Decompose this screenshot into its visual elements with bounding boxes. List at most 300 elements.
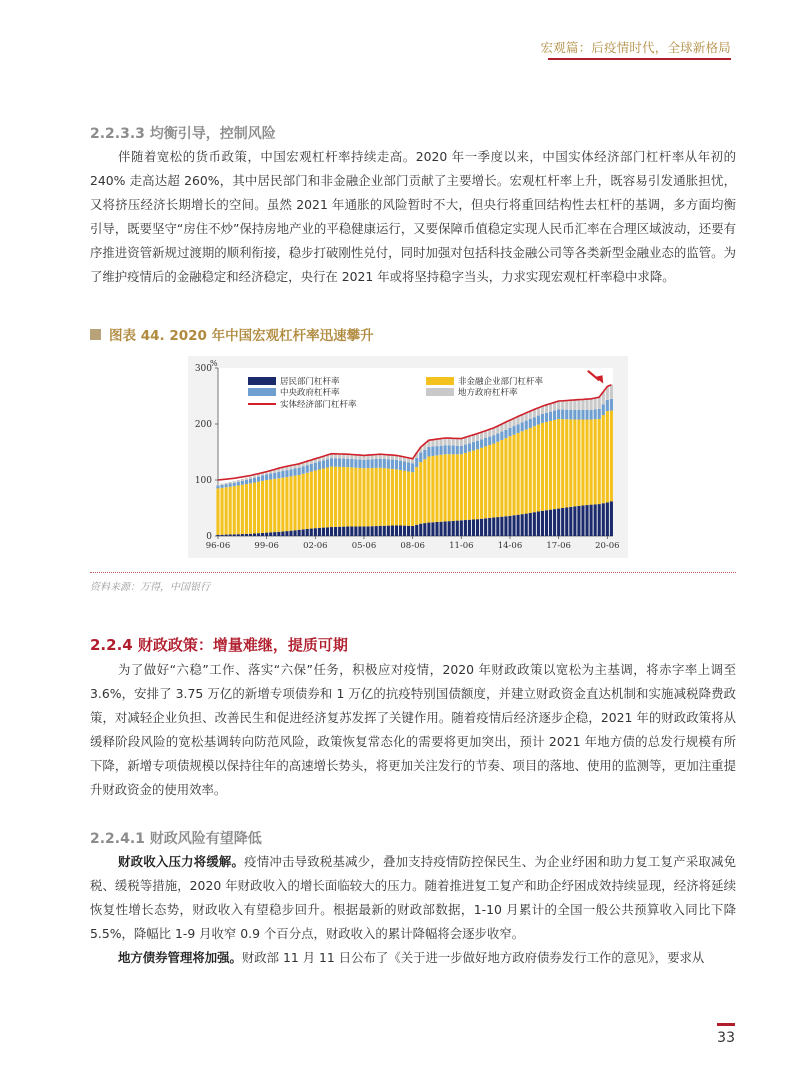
bar-corporate [379, 468, 382, 526]
bar-corporate [245, 484, 248, 534]
legend-swatch [248, 377, 276, 385]
bar-corporate [249, 483, 252, 533]
bar-central-gov [265, 474, 268, 480]
bar-corporate [269, 479, 272, 532]
bar-household [289, 531, 292, 536]
chart-svg [188, 356, 628, 558]
x-tick-label: 05-06 [351, 541, 377, 551]
bar-household [488, 518, 491, 536]
bar-corporate [468, 452, 471, 520]
bar-central-gov [387, 459, 390, 468]
bar-household [419, 524, 422, 536]
bar-corporate [306, 473, 309, 529]
bar-corporate [342, 467, 345, 527]
bar-corporate [594, 419, 597, 504]
bar-central-gov [273, 473, 276, 479]
bar-household [338, 527, 341, 536]
bar-local-gov [216, 484, 219, 485]
page-number-rule [717, 1023, 735, 1026]
bar-central-gov [358, 460, 361, 468]
bar-central-gov [269, 474, 272, 480]
y-tick-label: 300 [194, 364, 212, 374]
bar-central-gov [330, 458, 333, 466]
bar-household [220, 535, 223, 536]
bar-central-gov [504, 430, 507, 438]
bar-central-gov [233, 483, 236, 486]
paragraph-2241 [90, 850, 736, 970]
bar-local-gov [431, 440, 434, 447]
bar-household [606, 502, 609, 536]
bar-household [411, 526, 414, 536]
bar-central-gov [533, 417, 536, 426]
bar-central-gov [585, 410, 588, 420]
bar-central-gov [606, 400, 609, 411]
x-tick-label: 08-06 [400, 541, 425, 551]
legend-label: 中央政府杠杆率 [280, 388, 340, 398]
bar-central-gov [411, 463, 414, 472]
bar-central-gov [452, 446, 455, 455]
bar-local-gov [220, 484, 223, 485]
bar-corporate [289, 476, 292, 530]
bar-local-gov [581, 399, 584, 410]
bar-household [233, 534, 236, 536]
bar-local-gov [545, 405, 548, 413]
figure-source: 资料来源：万得，中国银行 [90, 582, 210, 593]
bar-central-gov [318, 462, 321, 470]
bar-local-gov [225, 483, 228, 484]
bar-corporate [533, 426, 536, 512]
bar-local-gov [452, 438, 455, 445]
bar-household [427, 523, 430, 536]
bar-household [496, 517, 499, 536]
bar-corporate [456, 454, 459, 520]
bar-central-gov [541, 414, 544, 423]
bar-central-gov [472, 442, 475, 450]
bar-corporate [241, 485, 244, 534]
bar-household [512, 515, 515, 536]
bar-corporate [598, 419, 601, 504]
bar-central-gov [342, 459, 345, 467]
bar-local-gov [448, 438, 451, 445]
bar-corporate [606, 411, 609, 502]
bar-central-gov [257, 477, 260, 482]
bar-central-gov [310, 464, 313, 472]
legend-label: 实体经济部门杠杆率 [280, 400, 357, 410]
bar-corporate [395, 469, 398, 525]
bar-corporate [375, 468, 378, 526]
bar-central-gov [602, 404, 605, 415]
bar-corporate [537, 425, 540, 512]
bar-household [314, 528, 317, 536]
bar-central-gov [594, 409, 597, 419]
bar-household [395, 525, 398, 536]
bar-household [273, 532, 276, 536]
bar-local-gov [590, 399, 593, 410]
bar-central-gov [492, 435, 495, 443]
bar-household [573, 506, 576, 536]
bar-household [366, 526, 369, 536]
paragraph-224 [90, 658, 736, 802]
bar-corporate [261, 481, 264, 533]
bar-household [318, 528, 321, 536]
bar-local-gov [573, 400, 576, 410]
bar-corporate [293, 476, 296, 531]
bar-corporate [358, 468, 361, 527]
bar-household [537, 512, 540, 537]
bar-household [508, 516, 511, 536]
subsection-title-2233: 2.2.3.3 均衡引导，控制风险 [90, 126, 276, 142]
bar-corporate [330, 467, 333, 527]
bar-central-gov [468, 443, 471, 451]
bar-household [431, 522, 434, 536]
bar-household [350, 526, 353, 536]
bar-central-gov [220, 485, 223, 488]
bar-corporate [484, 446, 487, 518]
bar-central-gov [431, 447, 434, 456]
bar-corporate [387, 469, 390, 526]
bar-central-gov [322, 460, 325, 468]
bar-household [391, 526, 394, 537]
bar-household [541, 511, 544, 536]
bar-central-gov [423, 450, 426, 460]
paragraph-text: 伴随着宽松的货币政策，中国宏观杠杆率持续走高。2020 年一季度以来，中国实体经济部门杠杆率从年初的 240% 走高达超 260%，其中居民部门和非金融企业部门贡献了主要增长。宏观杠杆率上升，既容易引发通胀担忧，又将挤压经济长期增长的空间。虽然 2021 年通胀的风险暂时不大，但央行将重回结构性去杠杆的基调，多方面均衡引导，既要坚守“房住不炒”保持房地产业的平稳健康运行，又要保障币值稳定实现人民币汇率在合理区域波动，还要有序推进资管新规过渡期的顺利衔接，稳步打破刚性兑付，同时加强对包括科技金融公司等各类新型金融业态的监管。为了维护疫情后的金融稳定和经济稳定，央行在 2021 年或将坚持稳字当头，力求实现宏观杠杆率稳中求降。 [90, 149, 736, 284]
bar-corporate [448, 454, 451, 521]
bar-corporate [488, 445, 491, 518]
bar-household [452, 521, 455, 536]
bar-household [598, 504, 601, 536]
bar-corporate [444, 454, 447, 521]
bar-corporate [334, 467, 337, 527]
bar-local-gov [569, 400, 572, 410]
bar-central-gov [362, 460, 365, 468]
bar-household [342, 527, 345, 536]
bar-local-gov [561, 401, 564, 410]
bar-corporate [318, 470, 321, 528]
bar-corporate [504, 438, 507, 516]
bar-central-gov [427, 447, 430, 457]
bar-central-gov [512, 426, 515, 435]
bar-household [565, 507, 568, 536]
bar-central-gov [346, 459, 349, 467]
bar-household [500, 517, 503, 536]
bar-central-gov [521, 422, 524, 431]
bar-local-gov [237, 480, 240, 482]
bar-household [492, 518, 495, 536]
bar-corporate [253, 483, 256, 534]
bar-central-gov [229, 484, 232, 487]
bar-central-gov [298, 468, 301, 475]
bar-central-gov [456, 446, 459, 455]
x-tick-label: 17-06 [546, 541, 571, 551]
section-title-224: 2.2.4 财政政策：增量难继，提质可期 [90, 636, 348, 654]
bar-corporate [326, 468, 329, 528]
y-tick-label: 200 [194, 420, 212, 430]
bar-corporate [561, 419, 564, 508]
bar-corporate [464, 453, 467, 520]
bar-household [439, 522, 442, 536]
bar-central-gov [383, 459, 386, 468]
bar-corporate [411, 472, 414, 526]
bar-central-gov [569, 410, 572, 420]
bar-local-gov [241, 479, 244, 481]
bar-corporate [383, 468, 386, 526]
bar-household [241, 534, 244, 536]
bar-household [468, 520, 471, 536]
bar-central-gov [500, 432, 503, 440]
bar-corporate [322, 469, 325, 528]
bar-local-gov [565, 400, 568, 409]
bar-central-gov [350, 459, 353, 467]
bar-household [399, 526, 402, 537]
bar-corporate [500, 440, 503, 517]
leverage-chart [188, 356, 628, 558]
bar-central-gov [293, 469, 296, 476]
bar-household [379, 526, 382, 536]
x-tick-label: 14-06 [497, 541, 523, 551]
legend-swatch [248, 388, 276, 396]
bar-household [281, 532, 284, 536]
bar-corporate [419, 462, 422, 524]
bar-central-gov [285, 470, 288, 477]
bar-central-gov [508, 428, 511, 436]
bar-local-gov [249, 477, 252, 479]
bar-central-gov [598, 409, 601, 419]
bar-household [225, 535, 228, 536]
bar-corporate [492, 444, 495, 518]
bar-corporate [354, 468, 357, 527]
bar-corporate [346, 467, 349, 526]
bar-central-gov [216, 486, 219, 489]
bar-corporate [557, 419, 560, 509]
bar-local-gov [553, 402, 556, 410]
bar-corporate [521, 431, 524, 514]
bar-household [423, 523, 426, 536]
bar-household [444, 521, 447, 536]
bar-household [569, 507, 572, 536]
bar-household [480, 519, 483, 536]
legend-label: 非金融企业部门杠杆率 [458, 377, 544, 387]
bar-central-gov [277, 472, 280, 478]
bar-local-gov [435, 439, 438, 446]
bar-household [354, 526, 357, 536]
bar-central-gov [306, 465, 309, 473]
bar-central-gov [581, 410, 584, 420]
bar-corporate [472, 450, 475, 519]
bar-corporate [585, 420, 588, 506]
bar-central-gov [525, 421, 528, 430]
bar-household [216, 535, 219, 536]
bar-local-gov [549, 404, 552, 412]
bar-household [253, 533, 256, 536]
bar-corporate [225, 487, 228, 534]
bar-local-gov [460, 439, 463, 446]
bar-corporate [529, 428, 532, 513]
bar-corporate [366, 468, 369, 526]
bar-local-gov [577, 400, 580, 410]
bar-central-gov [488, 437, 491, 445]
bar-central-gov [476, 441, 479, 449]
figure-title [90, 324, 374, 344]
bar-central-gov [529, 419, 532, 428]
bar-corporate [350, 467, 353, 526]
bar-corporate [314, 470, 317, 528]
bar-corporate [403, 471, 406, 526]
bar-household [529, 513, 532, 536]
bar-household [456, 521, 459, 536]
bar-household [460, 520, 463, 536]
bar-household [383, 526, 386, 536]
bar-household [602, 503, 605, 536]
bar-central-gov [395, 460, 398, 470]
bar-household [371, 526, 374, 536]
bar-corporate [496, 442, 499, 517]
bar-household [249, 534, 252, 536]
bar-household [306, 529, 309, 536]
bar-central-gov [435, 446, 438, 455]
legend-swatch [426, 388, 454, 396]
bar-central-gov [565, 410, 568, 420]
bar-household [557, 509, 560, 536]
bar-local-gov [439, 439, 442, 446]
bar-central-gov [225, 484, 228, 487]
bar-central-gov [366, 460, 369, 469]
bar-central-gov [590, 410, 593, 420]
bar-central-gov [245, 480, 248, 484]
bar-corporate [285, 477, 288, 531]
bar-corporate [610, 411, 613, 502]
bar-corporate [265, 480, 268, 533]
bar-central-gov [537, 416, 540, 425]
bar-household [577, 506, 580, 536]
bar-corporate [371, 468, 374, 526]
paragraph-body: 疫情冲击导致税基减少，叠加支持疫情防控保民生、为企业纾困和助力复工复产采取减免税、缓税等措施，2020 年财政收入的增长面临较大的压力。随着推进复工复产和助企纾困成效持续显现，经济将延续恢复性增长态势，财政收入有望稳步回升。根据最新的财政部数据，1-10 月累计的全国一般公共预算收入同比下降 5.5%，降幅比 1-9 月收窄 0.9 个百分点，财政收入的累计降幅将会逐步收窄。 [90, 854, 737, 941]
bar-household [448, 521, 451, 536]
legend-swatch [426, 377, 454, 385]
bar-corporate [399, 470, 402, 525]
bar-corporate [476, 449, 479, 519]
bar-corporate [602, 415, 605, 503]
bar-central-gov [517, 424, 520, 433]
bar-corporate [435, 455, 438, 522]
bar-local-gov [557, 401, 560, 409]
bar-corporate [573, 420, 576, 507]
bar-household [334, 527, 337, 536]
bar-central-gov [326, 459, 329, 467]
bar-household [561, 508, 564, 536]
bar-corporate [233, 486, 236, 534]
bar-household [407, 526, 410, 536]
bar-household [362, 526, 365, 536]
bar-central-gov [261, 476, 264, 481]
bar-household [545, 510, 548, 536]
bar-central-gov [249, 479, 252, 483]
bar-central-gov [314, 463, 317, 471]
bar-central-gov [553, 411, 556, 420]
bar-central-gov [545, 413, 548, 422]
page-number: 33 [717, 1030, 735, 1046]
bar-corporate [508, 436, 511, 516]
y-tick-label: 100 [194, 476, 212, 486]
bar-household [358, 526, 361, 536]
bar-household [549, 510, 552, 536]
bar-central-gov [577, 410, 580, 420]
bar-household [375, 526, 378, 536]
bar-corporate [338, 467, 341, 527]
bar-corporate [512, 435, 515, 516]
bar-central-gov [561, 410, 564, 420]
bar-central-gov [371, 459, 374, 468]
bar-central-gov [334, 458, 337, 466]
legend-label: 居民部门杠杆率 [280, 377, 340, 387]
bar-central-gov [379, 459, 382, 468]
bar-household [484, 518, 487, 536]
y-axis-label: % [210, 359, 218, 368]
bar-household [590, 505, 593, 536]
bar-corporate [480, 448, 483, 519]
bar-central-gov [415, 458, 418, 467]
bar-local-gov [585, 399, 588, 410]
bar-household [403, 526, 406, 536]
bar-corporate [565, 419, 568, 507]
bar-household [302, 529, 305, 536]
bar-central-gov [354, 459, 357, 467]
bold-lead: 财政收入压力将缓解。 [118, 854, 245, 869]
bar-household [610, 501, 613, 536]
y-tick-label: 0 [206, 532, 212, 542]
bar-household [346, 526, 349, 536]
bar-corporate [415, 467, 418, 525]
bar-corporate [590, 420, 593, 505]
bar-household [322, 528, 325, 536]
bar-corporate [452, 454, 455, 521]
bar-household [261, 533, 264, 536]
bar-household [310, 529, 313, 536]
bar-household [415, 525, 418, 536]
bar-central-gov [419, 453, 422, 463]
x-tick-label: 02-06 [303, 541, 328, 551]
bar-corporate [391, 469, 394, 526]
bar-household [525, 514, 528, 536]
bar-household [277, 532, 280, 536]
bar-central-gov [464, 445, 467, 453]
legend-label: 地方政府杠杆率 [458, 388, 518, 398]
bar-corporate [220, 488, 223, 535]
bar-local-gov [229, 482, 232, 484]
bar-corporate [581, 420, 584, 506]
bar-central-gov [253, 478, 256, 483]
bar-corporate [549, 421, 552, 510]
bar-local-gov [233, 481, 236, 483]
bar-central-gov [448, 445, 451, 454]
bar-household [464, 520, 467, 536]
bar-household [229, 534, 232, 536]
x-tick-label: 96-06 [205, 541, 231, 551]
bar-corporate [281, 478, 284, 532]
bar-household [257, 533, 260, 536]
bar-household [585, 505, 588, 536]
paragraph-text [90, 850, 736, 946]
bar-household [517, 515, 520, 536]
bar-corporate [525, 430, 528, 514]
bar-household [298, 530, 301, 536]
figure-title-text: 图表 44. 2020 年中国宏观杠杆率迅速攀升 [109, 328, 374, 344]
bar-household [581, 505, 584, 536]
bar-central-gov [496, 433, 499, 441]
x-tick-label: 99-06 [254, 541, 279, 551]
x-tick-label: 11-06 [449, 541, 474, 551]
bar-corporate [277, 478, 280, 531]
bar-central-gov [302, 466, 305, 473]
